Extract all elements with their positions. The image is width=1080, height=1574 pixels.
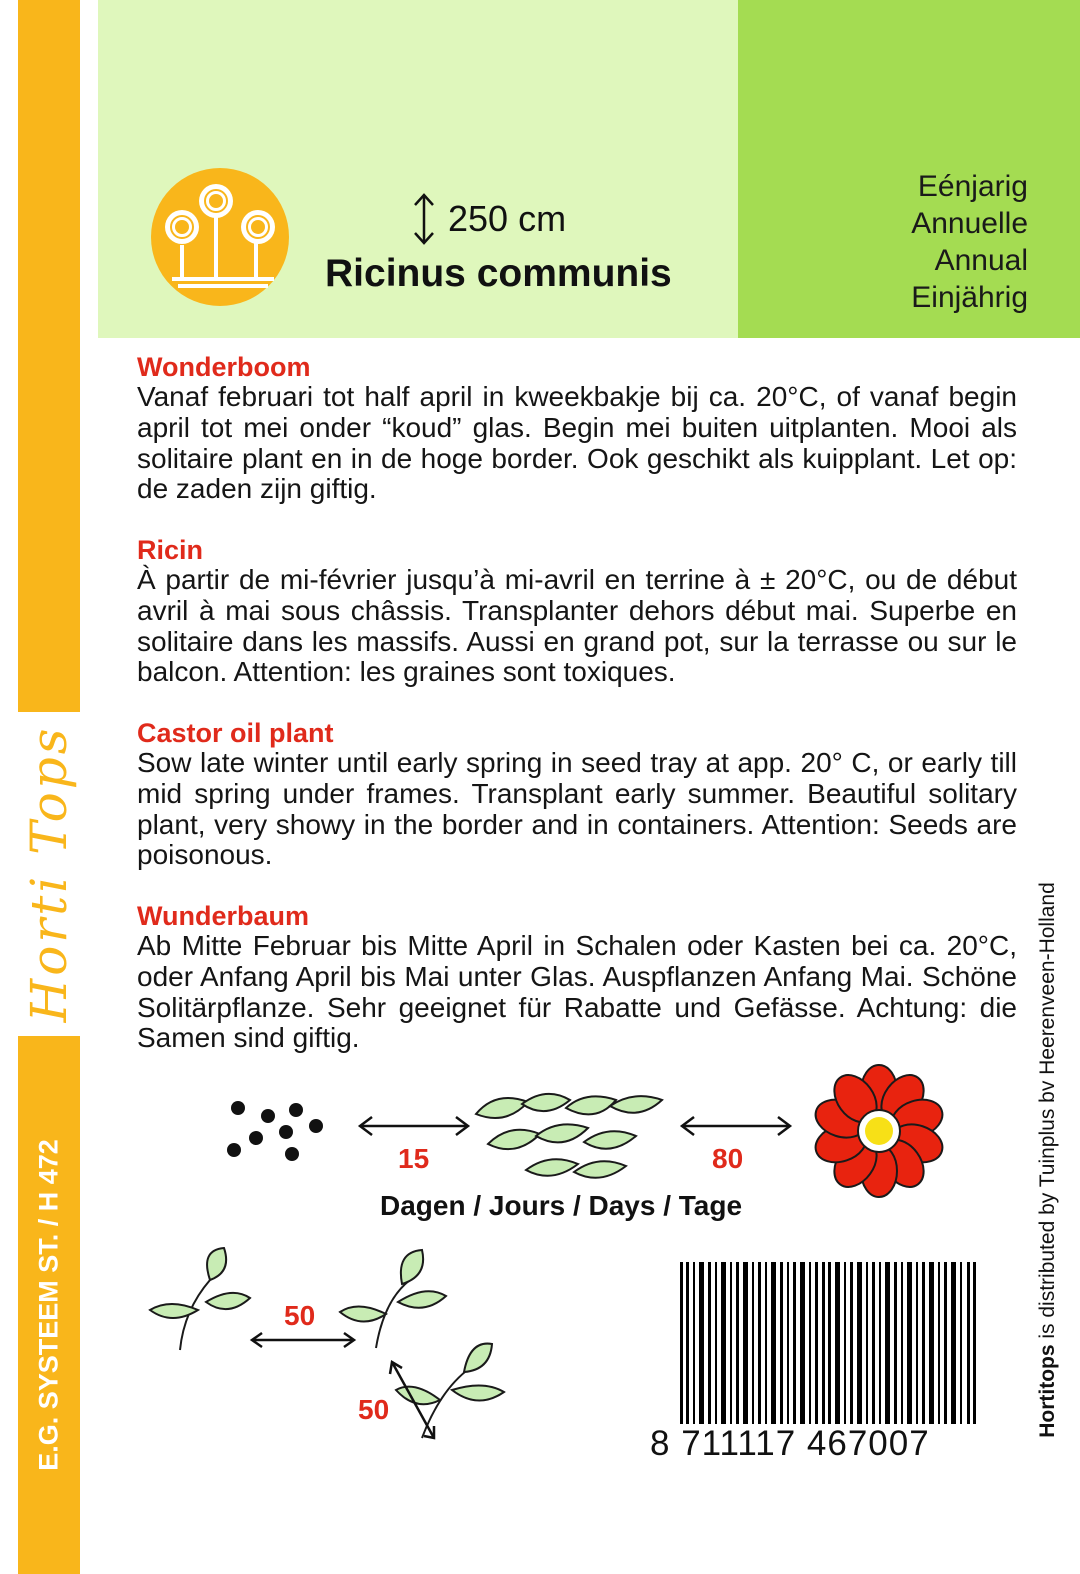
spacing-diagram-icon	[140, 1240, 540, 1470]
header-green-panel	[738, 0, 1080, 338]
plant-height	[412, 192, 566, 246]
flowering-days: 80	[712, 1143, 744, 1174]
section-body: À partir de mi-février jusqu’à mi-avril en terrine à ± 20°C, ou de début avril à mai sous châssis. Transplanter dehors début mai. Superbe en solitaire dans les massifs. Aussi en grand pot, sur la terrasse ou sur le balcon. Attention: les graines sont toxiques.	[137, 564, 1017, 688]
seeds-icon	[220, 1096, 330, 1166]
lifecycle-list	[911, 168, 1028, 316]
section-body: Vanaf februari tot half april in kweekbakje bij ca. 20°C, of vanaf begin april tot mei onder “koud” glas. Begin mei buiten uitplanten. Mooi als solitaire plant en in de hoge border. Ook geschikt als kuipplant. Let op: de zaden zijn giftig.	[137, 381, 1017, 505]
brand-script-label: Horti Tops	[20, 725, 78, 1023]
section-french	[137, 535, 1017, 688]
distributor-brand: Hortitops	[1036, 1344, 1059, 1438]
section-title: Castor oil plant	[137, 718, 334, 748]
section-body: Ab Mitte Februar bis Mitte April in Schalen oder Kasten bei ca. 20°C, oder Anfang April bis Mai unter Glas. Auspflanzen Anfang Mai. Schöne Solitärpflanze. Sehr geeignet für Rabatte und Gefässe. Achtung: die Samen sind giftig.	[137, 930, 1017, 1054]
section-english	[137, 718, 1017, 871]
row-spacing: 50	[358, 1394, 390, 1425]
height-arrow-icon	[412, 192, 436, 246]
plant-spacing: 50	[284, 1300, 316, 1331]
distributor-text: is distributed by Tuinplus bv Heerenveen-Holland	[1036, 882, 1059, 1345]
distributor-note	[1030, 858, 1066, 1462]
brand-strip	[0, 0, 82, 1574]
section-body: Sow late winter until early spring in seed tray at app. 20° C, or early till mid spring under frames. Transplant early summer. Beautiful solitary plant, very showy in the border and in containers. Attention: Seeds are poisonous.	[137, 747, 1017, 871]
lifecycle-fr: Annuelle	[911, 207, 1028, 240]
height-value: 250 cm	[448, 198, 567, 239]
double-arrow-icon	[356, 1114, 472, 1138]
germination-days: 15	[398, 1143, 430, 1174]
seedlings-icon	[466, 1086, 666, 1186]
lifecycle-nl: Eénjarig	[917, 170, 1028, 203]
flower-icon	[812, 1064, 946, 1198]
section-title: Ricin	[137, 535, 204, 565]
flowerbed-icon	[150, 167, 290, 307]
section-title: Wonderboom	[137, 352, 311, 382]
latin-name: Ricinus communis	[325, 252, 672, 295]
section-title: Wunderbaum	[137, 901, 310, 931]
section-dutch	[137, 352, 1017, 505]
double-arrow-icon	[678, 1114, 794, 1138]
days-label: Dagen / Jours / Days / Tage	[380, 1190, 743, 1221]
lifecycle-de: Einjährig	[911, 281, 1028, 314]
brand-strip-top	[18, 0, 80, 712]
section-german	[137, 901, 1017, 1054]
barcode-digits: 8 711117 467007	[650, 1424, 980, 1464]
lifecycle-en: Annual	[934, 244, 1028, 277]
system-code-label: E.G. SYSTEEM ST. / H 472	[33, 1139, 64, 1471]
